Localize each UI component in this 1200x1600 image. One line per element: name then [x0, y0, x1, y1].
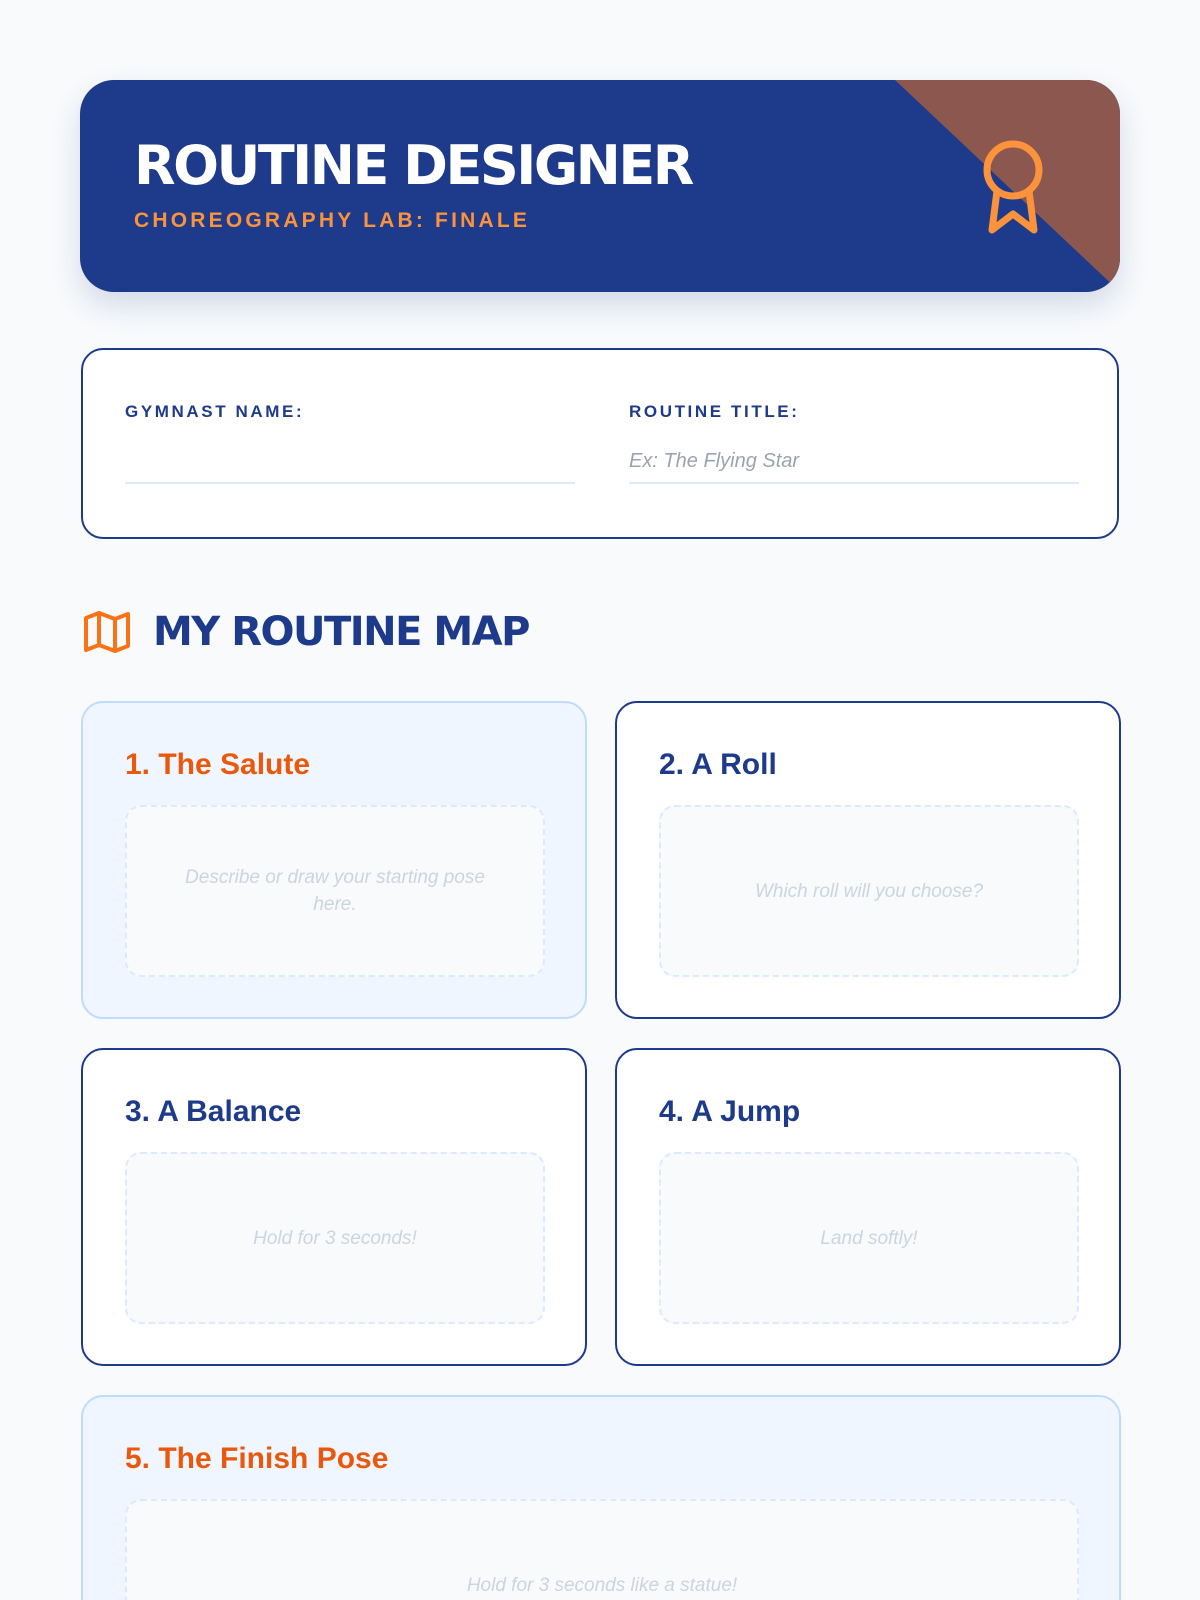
step-title: 2. A Roll	[659, 748, 777, 781]
routine-title-input[interactable]	[629, 440, 1079, 484]
step-hint: Hold for 3 seconds!	[253, 1227, 417, 1249]
step-drawing-area[interactable]	[659, 805, 1079, 977]
step-title: 3. A Balance	[125, 1095, 302, 1128]
step-card-finish-pose	[81, 1395, 1121, 1600]
routine-title-label: ROUTINE TITLE:	[629, 402, 800, 421]
step-card-balance	[81, 1048, 587, 1366]
gymnast-name-label: GYMNAST NAME:	[125, 402, 305, 421]
page-title: ROUTINE DESIGNER	[134, 134, 692, 197]
gymnast-name-input[interactable]	[125, 440, 575, 484]
step-card-salute	[81, 701, 587, 1019]
step-hint: Which roll will you choose?	[754, 880, 984, 902]
step-hint: Hold for 3 seconds like a statue!	[466, 1574, 738, 1596]
step-title: 5. The Finish Pose	[125, 1442, 389, 1475]
step-hint: Land softly!	[820, 1227, 918, 1249]
gymnast-name-field-group	[125, 402, 575, 502]
step-drawing-area[interactable]	[125, 1152, 545, 1324]
step-drawing-area[interactable]	[125, 1499, 1079, 1600]
step-card-jump	[615, 1048, 1121, 1366]
step-title: 4. A Jump	[659, 1095, 801, 1128]
step-card-roll	[615, 701, 1121, 1019]
step-drawing-area[interactable]	[125, 805, 545, 977]
step-title: 1. The Salute	[125, 748, 311, 781]
info-card	[81, 348, 1119, 539]
header-banner	[80, 80, 1120, 292]
section-title: MY ROUTINE MAP	[153, 609, 529, 655]
page-subtitle: CHOREOGRAPHY LAB: FINALE	[134, 209, 531, 232]
map-icon	[83, 608, 131, 656]
step-hint: Describe or draw your starting pose here.	[185, 867, 485, 915]
routine-map-heading	[83, 608, 529, 656]
routine-title-field-group	[629, 402, 1079, 502]
step-drawing-area[interactable]	[659, 1152, 1079, 1324]
award-ribbon-icon	[978, 136, 1048, 240]
